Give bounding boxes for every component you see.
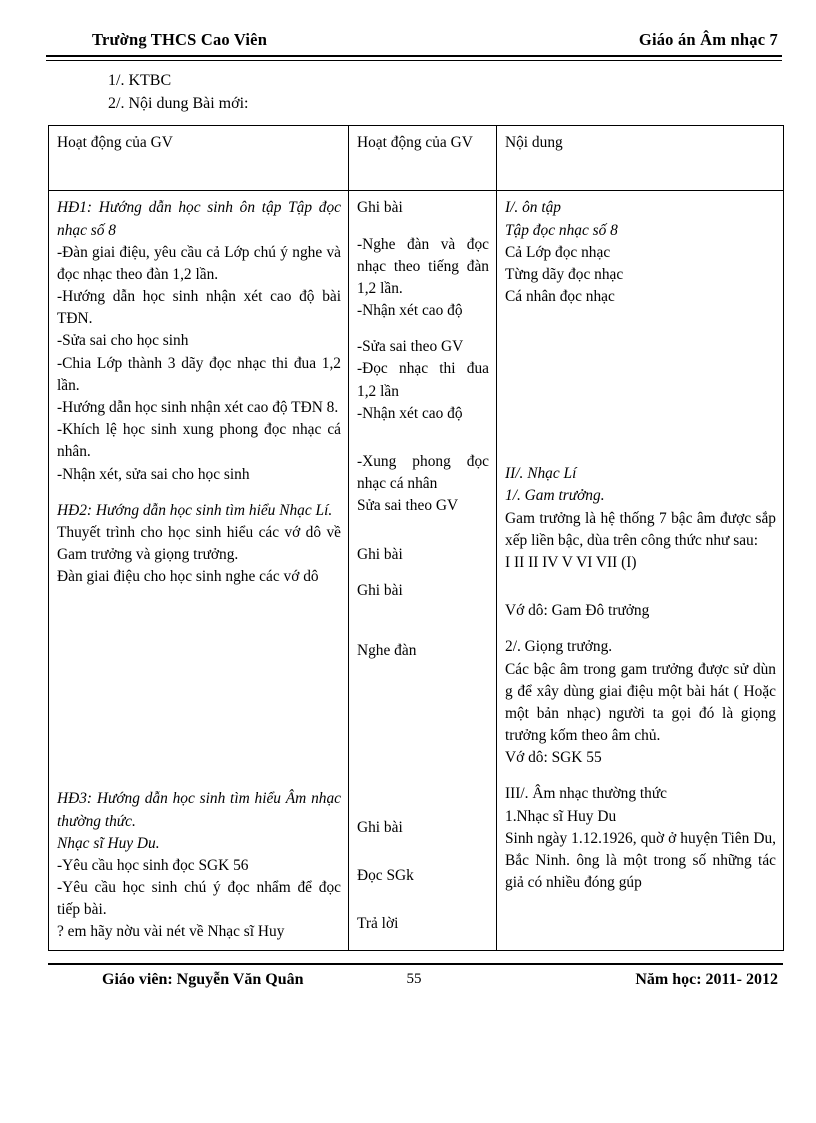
content-heading-2: II/. Nhạc Lí: [505, 465, 577, 483]
hs-line-4: -Sửa sai theo GV: [357, 338, 464, 356]
content-line-6: Các bậc âm trong gam trưởng được sử dùn g để xây dùng giai điệu một bài hát ( Hoặc một bản nhạc) người ta gọi đó là giọng trưởng kốm theo âm chủ.: [505, 660, 776, 745]
hs-line-7: -Xung phong đọc nhạc cá nhân: [357, 452, 489, 493]
hd1-line-7: -Nhận xét, sửa sai cho học sinh: [57, 465, 250, 483]
hs-line-6: -Nhận xét cao độ: [357, 404, 463, 422]
hs-line-10: Ghi bài: [357, 581, 403, 599]
intro-line-noidung: 2/. Nội dung Bài mới:: [108, 94, 249, 112]
table-header-cell-gv2: Hoạt động của GV: [349, 126, 497, 191]
hd3-subtitle: Nhạc sĩ Huy Du.: [57, 834, 160, 852]
content-line-1: Cả Lớp đọc nhạc: [505, 243, 611, 261]
hd1-line-3: -Sửa sai cho học sinh: [57, 332, 189, 350]
hd3-title: HĐ3: Hướng dẫn học sinh tìm hiểu Âm nhạc thường thức.: [57, 790, 341, 830]
table-header-cell-noidung: Nội dung: [497, 126, 784, 191]
content-subheading-2: 1/. Gam trưởng.: [505, 487, 605, 505]
hd1-title: HĐ1: Hướng dẫn học sinh ôn tập Tập đọc nhạc số 8: [57, 199, 341, 239]
cell-hs-activities: [349, 191, 497, 950]
intro-block: [46, 70, 782, 115]
hs-line-2: -Nghe đàn và đọc nhạc theo tiếng đàn 1,2 lần.: [357, 235, 489, 297]
content-heading-3: III/. Âm nhạc thường thức: [505, 785, 668, 803]
hs-line-1: Ghi bài: [357, 199, 403, 217]
hs-line-9: Ghi bài: [357, 545, 403, 563]
hs-line-13: Đọc SGk: [357, 867, 414, 885]
hd3-line-2: -Yêu cầu học sinh chú ý đọc nhẩm để đọc tiếp bài.: [57, 879, 341, 919]
content-line-formula: I II II IV V VI VII (I): [505, 553, 637, 571]
cell-gv-activities: [49, 191, 349, 950]
hs-line-12: Ghi bài: [357, 819, 403, 837]
hd2-line-1: Thuyết trình cho học sinh hiểu các vớ dô về Gam trưởng và giọng trưởng.: [57, 523, 341, 564]
hd2-line-2: Đàn giai điệu cho học sinh nghe các vớ dô: [57, 568, 319, 586]
header-subject: Giáo án Âm nhạc 7: [638, 30, 778, 49]
content-line-5: Vớ dô: Gam Đô trưởng: [505, 602, 650, 620]
hd1-line-6: -Khích lệ học sinh xung phong đọc nhạc cá nhân.: [57, 421, 341, 461]
hs-line-3: -Nhận xét cao độ: [357, 302, 463, 320]
intro-line-ktbc: 1/. KTBC: [108, 72, 172, 89]
content-line-2: Từng dãy đọc nhạc: [505, 265, 624, 283]
content-line-3: Cá nhân đọc nhạc: [505, 288, 615, 306]
hd1-line-4: -Chia Lớp thành 3 dãy đọc nhạc thi đua 1,2 lần.: [57, 354, 341, 394]
hd1-line-2: -Hướng dẫn học sinh nhận xét cao độ bài TĐN.: [57, 288, 341, 328]
content-subheading-1: Tập đọc nhạc số 8: [505, 221, 618, 239]
content-line-7: Vớ dô: SGK 55: [505, 749, 602, 767]
hs-line-14: Trả lời: [357, 915, 399, 933]
content-line-8: Sinh ngày 1.12.1926, quờ ở huyện Tiên Du, Bắc Ninh. ông là một trong số những tác giả có nhiều đóng gúp: [505, 829, 776, 892]
header-divider: [46, 55, 782, 61]
page-header: [46, 30, 782, 50]
table-row: [49, 191, 784, 950]
footer-page-number: 55: [406, 970, 422, 987]
hd1-line-5: -Hướng dẫn học sinh nhận xét cao độ TĐN 8.: [57, 398, 339, 416]
content-heading-1: I/. ôn tập: [505, 199, 562, 217]
content-subheading-4: 1.Nhạc sĩ Huy Du: [505, 807, 617, 825]
lesson-plan-table: [48, 125, 784, 950]
cell-content: [497, 191, 784, 950]
footer-teacher: Giáo viên: Nguyễn Văn Quân: [102, 970, 304, 988]
hd2-title: HĐ2: Hướng dẫn học sinh tìm hiểu Nhạc Lí.: [57, 501, 333, 519]
table-header-cell-gv1: Hoạt động của GV: [49, 126, 349, 191]
header-school-name: Trường THCS Cao Viên: [92, 30, 268, 49]
hs-line-8: Sửa sai theo GV: [357, 497, 459, 515]
page-footer: [46, 965, 782, 989]
footer-school-year: Năm học: 2011- 2012: [635, 970, 778, 988]
table-header-row: [49, 126, 784, 191]
hs-line-11: Nghe đàn: [357, 641, 417, 659]
hd3-line-3: ? em hãy nờu vài nét về Nhạc sĩ Huy: [57, 923, 285, 941]
hd3-line-1: -Yêu cầu học sinh đọc SGK 56: [57, 856, 249, 874]
hd1-line-1: -Đàn giai điệu, yêu cầu cả Lớp chú ý nghe và đọc nhạc theo đàn 1,2 lần.: [57, 243, 341, 283]
content-subheading-3: 2/. Giọng trưởng.: [505, 638, 613, 656]
hs-line-5: -Đọc nhạc thi đua 1,2 lần: [357, 360, 489, 400]
content-line-4: Gam trưởng là hệ thống 7 bậc âm được sắp xếp liền bậc, dùa trên công thức như sau:: [505, 509, 776, 549]
